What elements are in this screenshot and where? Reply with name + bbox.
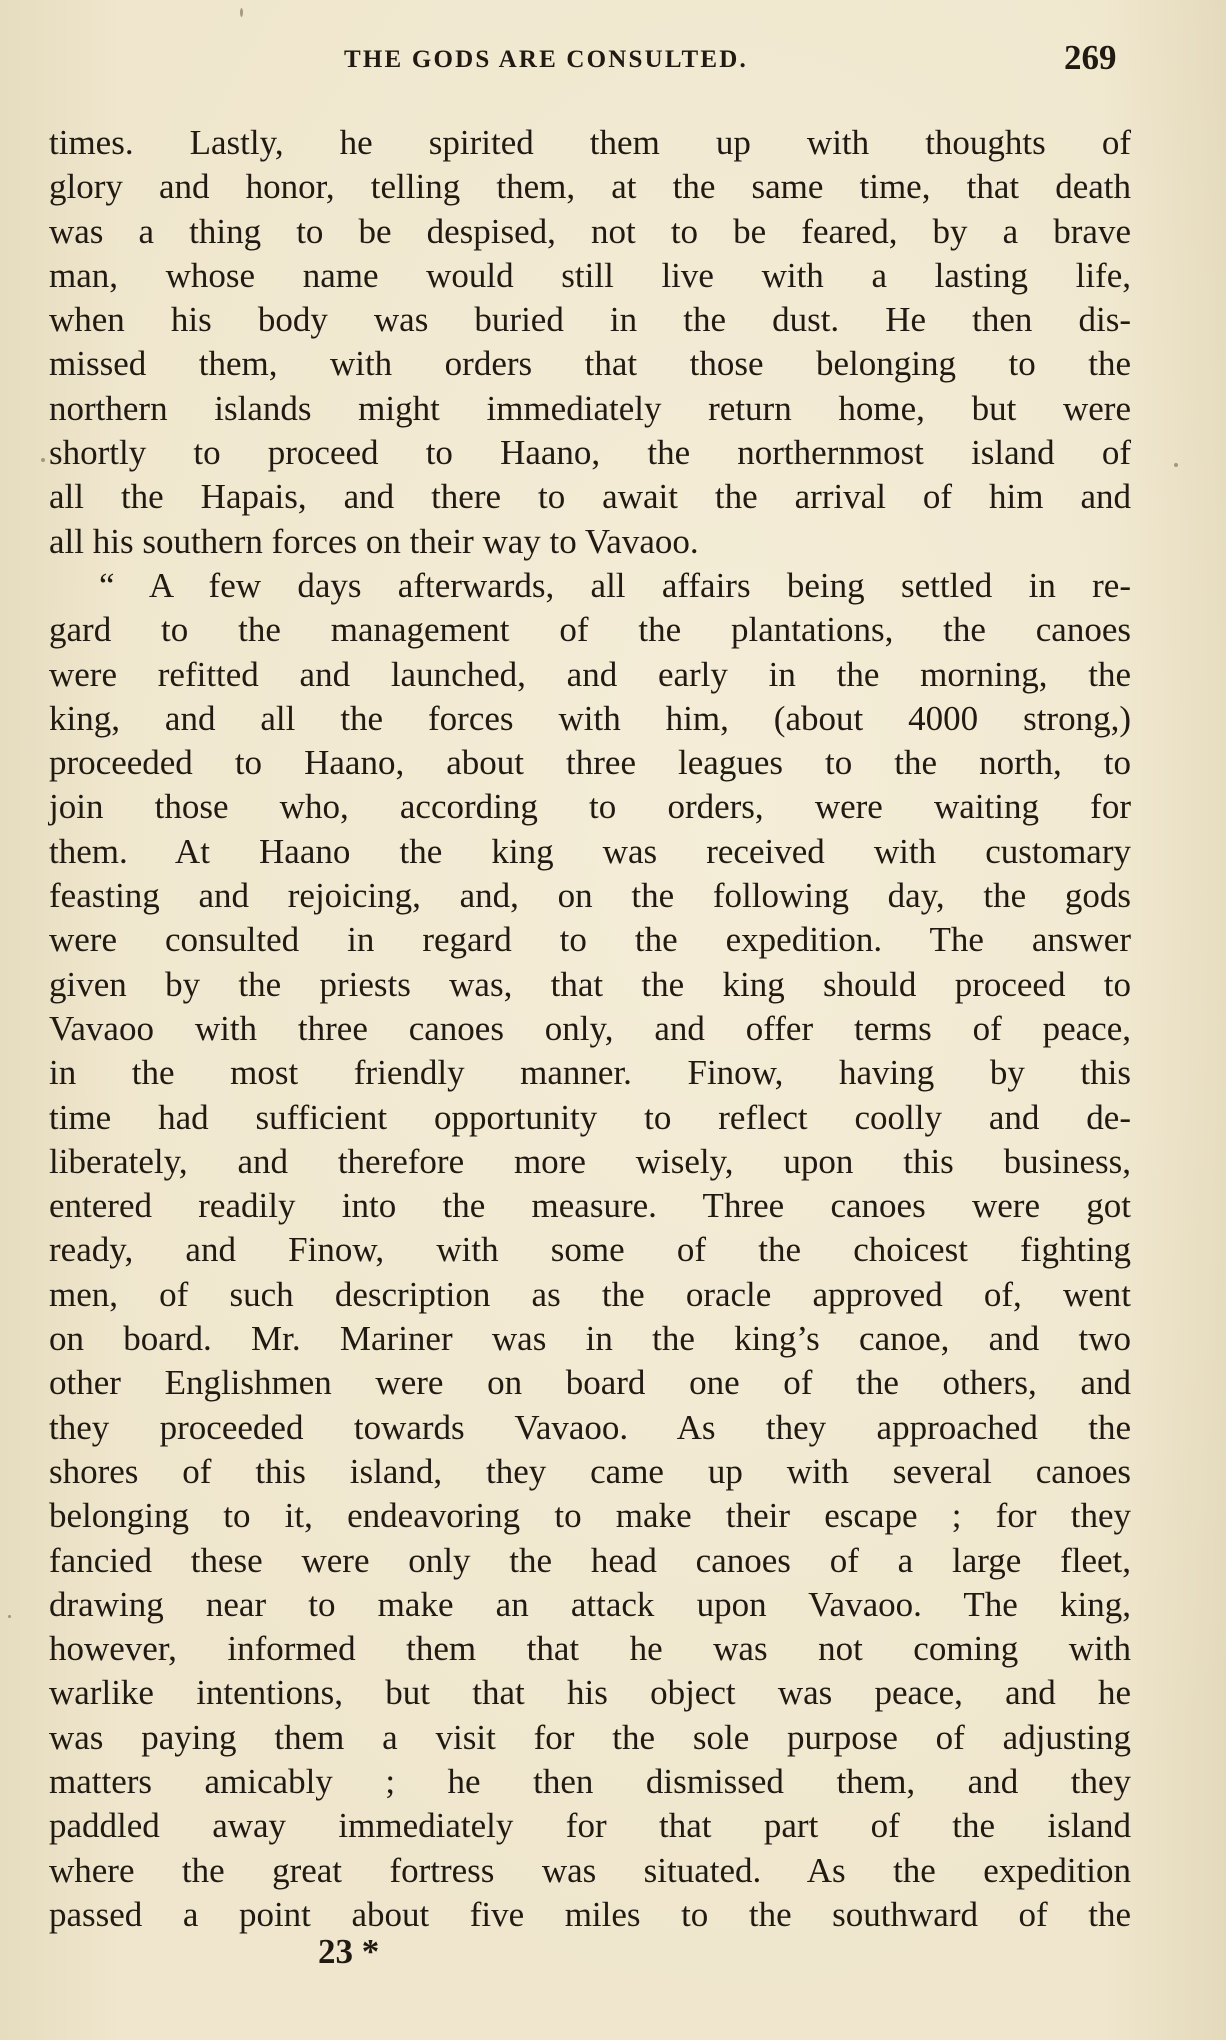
text-line: king, and all the forces with him, (about 4000 strong,) bbox=[49, 698, 1131, 738]
text-line: was a thing to be despised, not to be feared, by a brave bbox=[49, 211, 1131, 251]
text-line: Vavaoo with three canoes only, and offer terms of peace, bbox=[49, 1008, 1131, 1048]
text-line: however, informed them that he was not coming with bbox=[49, 1629, 1131, 1669]
text-line: matters amicably ; he then dismissed them, and they bbox=[49, 1761, 1131, 1801]
text-line: drawing near to make an attack upon Vavaoo. The king, bbox=[49, 1584, 1131, 1624]
text-line: gard to the management of the plantations, the canoes bbox=[49, 610, 1131, 650]
text-line: passed a point about five miles to the southward of the bbox=[49, 1894, 1131, 1934]
signature-mark: 23 * bbox=[318, 1932, 380, 1971]
text-line: where the great fortress was situated. As the expedition bbox=[49, 1850, 1131, 1890]
text-line: were consulted in regard to the expedition. The answer bbox=[49, 920, 1131, 960]
text-line: belonging to it, endeavoring to make their escape ; for they bbox=[49, 1496, 1131, 1536]
text-line: glory and honor, telling them, at the same time, that death bbox=[49, 167, 1131, 207]
text-line: missed them, with orders that those belonging to the bbox=[49, 344, 1131, 384]
text-line: entered readily into the measure. Three canoes were got bbox=[49, 1186, 1131, 1226]
text-line: fancied these were only the head canoes of a large fleet, bbox=[49, 1540, 1131, 1580]
text-line: man, whose name would still live with a lasting life, bbox=[49, 255, 1131, 295]
text-line: shores of this island, they came up with several canoes bbox=[49, 1451, 1131, 1491]
text-line: feasting and rejoicing, and, on the following day, the gods bbox=[49, 876, 1131, 916]
paragraph-start-line: “ A few days afterwards, all affairs being settled in re- bbox=[99, 565, 1131, 605]
text-line: men, of such description as the oracle approved of, went bbox=[49, 1274, 1131, 1314]
text-line: join those who, according to orders, were waiting for bbox=[49, 787, 1131, 827]
text-line: northern islands might immediately return home, but were bbox=[49, 388, 1131, 428]
text-line: proceeded to Haano, about three leagues to the north, to bbox=[49, 743, 1131, 783]
text-line: ready, and Finow, with some of the choicest fighting bbox=[49, 1230, 1131, 1270]
body-text bbox=[49, 121, 1131, 1937]
text-line: other Englishmen were on board one of the others, and bbox=[49, 1363, 1131, 1403]
text-line: time had sufficient opportunity to reflect coolly and de- bbox=[49, 1097, 1131, 1137]
text-line: was paying them a visit for the sole purpose of adjusting bbox=[49, 1717, 1131, 1757]
ink-speck bbox=[1174, 463, 1178, 467]
text-line: on board. Mr. Mariner was in the king’s canoe, and two bbox=[49, 1319, 1131, 1359]
running-head bbox=[0, 38, 1226, 82]
running-title: THE GODS ARE CONSULTED. bbox=[344, 46, 748, 73]
text-line: all the Hapais, and there to await the arrival of him and bbox=[49, 477, 1131, 517]
ink-speck bbox=[41, 458, 45, 462]
text-line: warlike intentions, but that his object was peace, and he bbox=[49, 1673, 1131, 1713]
text-line: all his southern forces on their way to Vavaoo. bbox=[49, 521, 699, 561]
text-line: liberately, and therefore more wisely, upon this business, bbox=[49, 1141, 1131, 1181]
text-line: were refitted and launched, and early in the morning, the bbox=[49, 654, 1131, 694]
text-line: given by the priests was, that the king should proceed to bbox=[49, 964, 1131, 1004]
text-line: paddled away immediately for that part of the island bbox=[49, 1806, 1131, 1846]
ink-speck bbox=[240, 8, 243, 17]
text-line: times. Lastly, he spirited them up with thoughts of bbox=[49, 123, 1131, 162]
text-line: in the most friendly manner. Finow, having by this bbox=[49, 1053, 1131, 1093]
text-line: them. At Haano the king was received with customary bbox=[49, 831, 1131, 871]
text-line: shortly to proceed to Haano, the northernmost island of bbox=[49, 433, 1131, 473]
text-line: when his body was buried in the dust. He then dis- bbox=[49, 300, 1131, 340]
text-line: they proceeded towards Vavaoo. As they approached the bbox=[49, 1407, 1131, 1447]
ink-speck bbox=[8, 1615, 11, 1618]
page-number: 269 bbox=[1064, 38, 1117, 77]
